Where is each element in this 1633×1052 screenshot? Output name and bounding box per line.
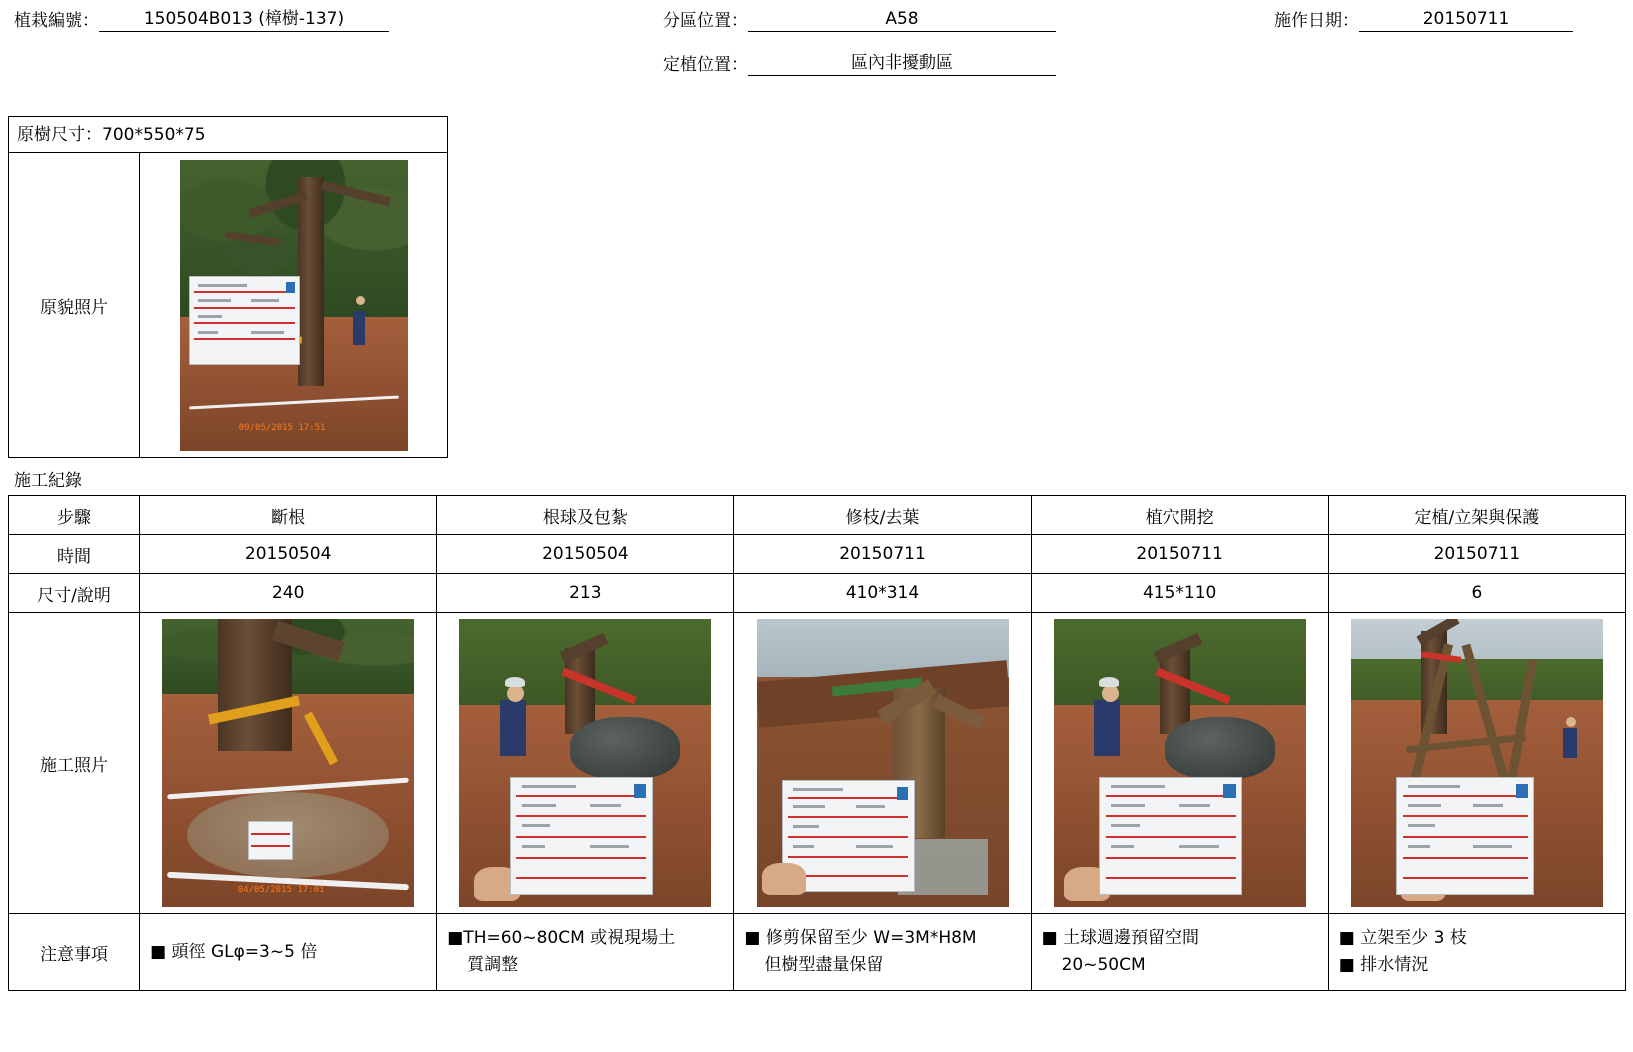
cell-step-1: 斷根	[140, 496, 437, 535]
work-date-value[interactable]: 20150711	[1359, 8, 1573, 32]
site-sign-board-5	[1396, 777, 1534, 894]
row-label-photo: 施工照片	[9, 613, 140, 914]
cell-photo-4	[1031, 613, 1328, 914]
cell-step-5: 定植/立架與保護	[1328, 496, 1625, 535]
row-label-size: 尺寸/說明	[9, 574, 140, 613]
cell-step-2: 根球及包紮	[437, 496, 734, 535]
cell-size-2: 213	[437, 574, 734, 613]
cell-step-4: 植穴開挖	[1031, 496, 1328, 535]
cell-photo-1	[140, 613, 437, 914]
row-label-time: 時間	[9, 535, 140, 574]
photo-timestamp-1: 04/05/2015 17:01	[237, 885, 325, 896]
cell-size-4: 415*110	[1031, 574, 1328, 613]
plant-number-label: 植栽編號：	[14, 11, 99, 31]
note-line: ■ 修剪保留至少 W=3M*H8M	[744, 928, 977, 948]
cell-time-3: 20150711	[734, 535, 1031, 574]
field-zone	[663, 8, 1056, 32]
note-line: 質調整	[467, 955, 519, 975]
construction-record-table	[8, 495, 1626, 991]
cell-time-4: 20150711	[1031, 535, 1328, 574]
original-tree-body	[9, 153, 447, 457]
cell-photo-3	[734, 613, 1031, 914]
original-photo-label: 原貌照片	[9, 153, 140, 457]
zone-value[interactable]: A58	[748, 8, 1056, 32]
site-sign-board	[189, 276, 300, 365]
cell-size-5: 6	[1328, 574, 1625, 613]
original-photo-cell	[140, 153, 447, 457]
field-plant-number	[14, 8, 389, 32]
cell-time-5: 20150711	[1328, 535, 1625, 574]
original-tree-box	[8, 116, 448, 458]
field-planting-position	[663, 52, 1056, 76]
note-line: ■ 排水情況	[1338, 955, 1429, 975]
cell-size-1: 240	[140, 574, 437, 613]
cell-note-2	[437, 914, 734, 991]
note-line: ■ 頭徑 GLφ=3~5 倍	[150, 941, 318, 962]
cell-note-4	[1031, 914, 1328, 991]
photo-root-cutting	[162, 619, 414, 907]
note-line: ■TH=60~80CM 或視現場土	[447, 928, 676, 948]
site-sign-board-2	[510, 777, 653, 894]
photo-pit-excavation	[1054, 619, 1306, 907]
photo-pruning	[757, 619, 1009, 907]
cell-time-1: 20150504	[140, 535, 437, 574]
table-row-photo	[9, 613, 1626, 914]
photo-original-tree	[180, 160, 408, 451]
field-work-date	[1274, 8, 1573, 32]
photo-planting-support	[1351, 619, 1603, 907]
zone-label: 分區位置：	[663, 11, 748, 31]
cell-photo-2	[437, 613, 734, 914]
cell-note-5	[1328, 914, 1625, 991]
site-sign-board-4	[1099, 777, 1242, 894]
note-line: ■ 立架至少 3 枝	[1338, 928, 1467, 948]
row-label-step: 步驟	[9, 496, 140, 535]
original-tree-size: 原樹尺寸：700*550*75	[9, 117, 447, 153]
table-row-size	[9, 574, 1626, 613]
note-line: 但樹型盡量保留	[764, 955, 884, 975]
work-date-label: 施作日期：	[1274, 11, 1359, 31]
cell-photo-5	[1328, 613, 1625, 914]
cell-note-3	[734, 914, 1031, 991]
table-row-time	[9, 535, 1626, 574]
photo-rootball-wrapping	[459, 619, 711, 907]
note-line: ■ 土球週邊預留空間	[1041, 928, 1200, 948]
note-line: 20~50CM	[1061, 955, 1146, 975]
cell-note-1	[140, 914, 437, 991]
plant-number-value[interactable]: 150504B013 (樟樹-137)	[99, 8, 389, 32]
cell-size-3: 410*314	[734, 574, 1031, 613]
cell-step-3: 修枝/去葉	[734, 496, 1031, 535]
construction-record-label: 施工紀錄	[14, 471, 82, 491]
planting-position-value[interactable]: 區內非擾動區	[748, 52, 1056, 76]
cell-time-2: 20150504	[437, 535, 734, 574]
photo-timestamp: 09/05/2015 17:51	[238, 423, 326, 434]
header	[8, 0, 1625, 106]
table-row-step	[9, 496, 1626, 535]
planting-position-label: 定植位置：	[663, 55, 748, 75]
row-label-note: 注意事項	[9, 914, 140, 991]
table-row-note	[9, 914, 1626, 991]
